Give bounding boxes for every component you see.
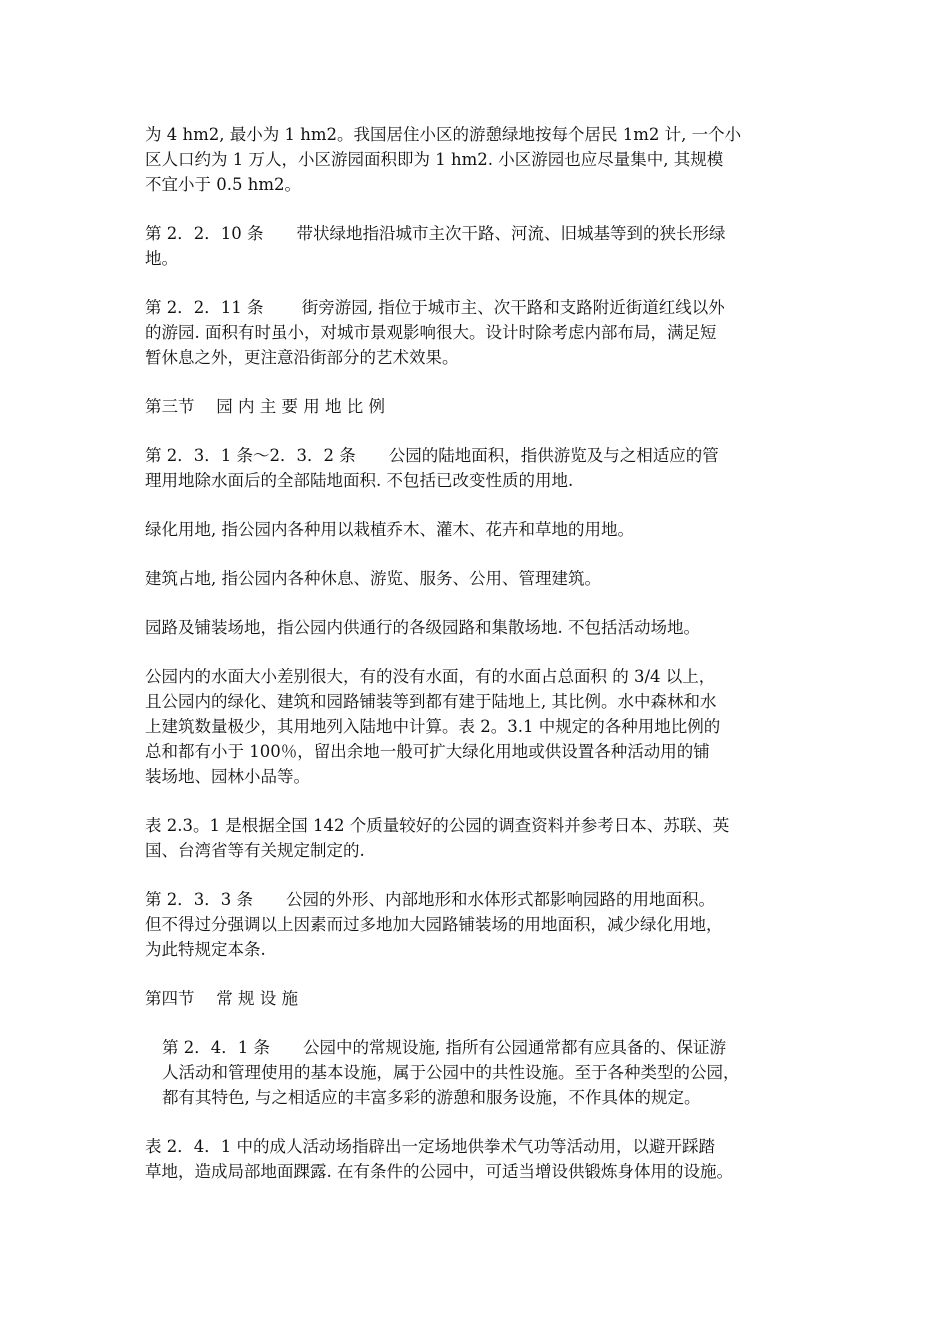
paragraph-table-2-4-1: 表 2．4．1 中的成人活动场指辟出一定场地供拳术气功等活动用，以避开踩踏 草地，造成局部地面踝露. 在有条件的公园中，可适当增设供锻炼身体用的设施。	[145, 1137, 733, 1181]
paragraph-article-2-2-10: 第 2．2．10 条 带状绿地指沿城市主次干路、河流、旧城基等到的狭长形绿 地。	[145, 224, 726, 268]
paragraph-article-2-3-1: 第 2．3．1 条～2．3．2 条 公园的陆地面积，指供游览及与之相适应的管 理用地除水面后的全部陆地面积. 不包括已改变性质的用地.	[145, 446, 719, 490]
paragraph-article-2-3-3: 第 2．3．3 条 公园的外形、内部地形和水体形式都影响园路的用地面积。 但不得过分强调以上因素而过多地加大园路铺装场的用地面积，减少绿化用地， 为此特规定本条.	[145, 890, 723, 959]
paragraph-building-land: 建筑占地, 指公园内各种休息、游览、服务、公用、管理建筑。	[145, 569, 601, 588]
paragraph-table-2-3-1-source: 表 2.3。1 是根据全国 142 个质量较好的公园的调查资料并参考日本、苏联、英 国、台湾省等有关规定制定的.	[145, 816, 730, 860]
section-heading-4: 第四节 常 规 设 施	[145, 989, 298, 1008]
document-body	[145, 122, 835, 1208]
section-heading-3: 第三节 园 内 主 要 用 地 比 例	[145, 397, 385, 416]
paragraph-park-area-intro: 为 4 hm2, 最小为 1 hm2。我国居住小区的游憩绿地按每个居民 1m2 计, 一个小 区人口约为 1 万人，小区游园面积即为 1 hm2. 小区游园也应尽量集中, 其规模 不宜小于 0.5 hm2。	[145, 125, 742, 194]
paragraph-article-2-2-11: 第 2．2．11 条 街旁游园, 指位于城市主、次干路和支路附近街道红线以外 的游园. 面积有时虽小，对城市景观影响很大。设计时除考虑内部布局，满足短 暂休息之外，更注意沿街部分的艺术效果。	[145, 298, 725, 367]
paragraph-green-land: 绿化用地, 指公园内各种用以栽植乔木、灌木、花卉和草地的用地。	[145, 520, 634, 539]
paragraph-paths-paving: 园路及铺装场地，指公园内供通行的各级园路和集散场地. 不包括活动场地。	[145, 618, 700, 637]
paragraph-water-area: 公园内的水面大小差别很大，有的没有水面，有的水面占总面积 的 3/4 以上， 且公园内的绿化、建筑和园路铺装等到都有建于陆地上, 其比例。水中森林和水 上建筑数量极少，其用地列入陆地中计算。表 2。3.1 中规定的各种用地比例的 总和都有小于 100％，留出余地一般可扩大绿化用地或供设置各种活动用的铺 装场地、园林小品等。	[145, 667, 721, 786]
paragraph-article-2-4-1: 第 2．4．1 条 公园中的常规设施, 指所有公园通常都有应具备的、保证游 人活动和管理使用的基本设施，属于公园中的共性设施。至于各种类型的公园， 都有其特色, 与之相适应的丰富多彩的游憩和服务设施，不作具体的规定。	[162, 1038, 740, 1107]
